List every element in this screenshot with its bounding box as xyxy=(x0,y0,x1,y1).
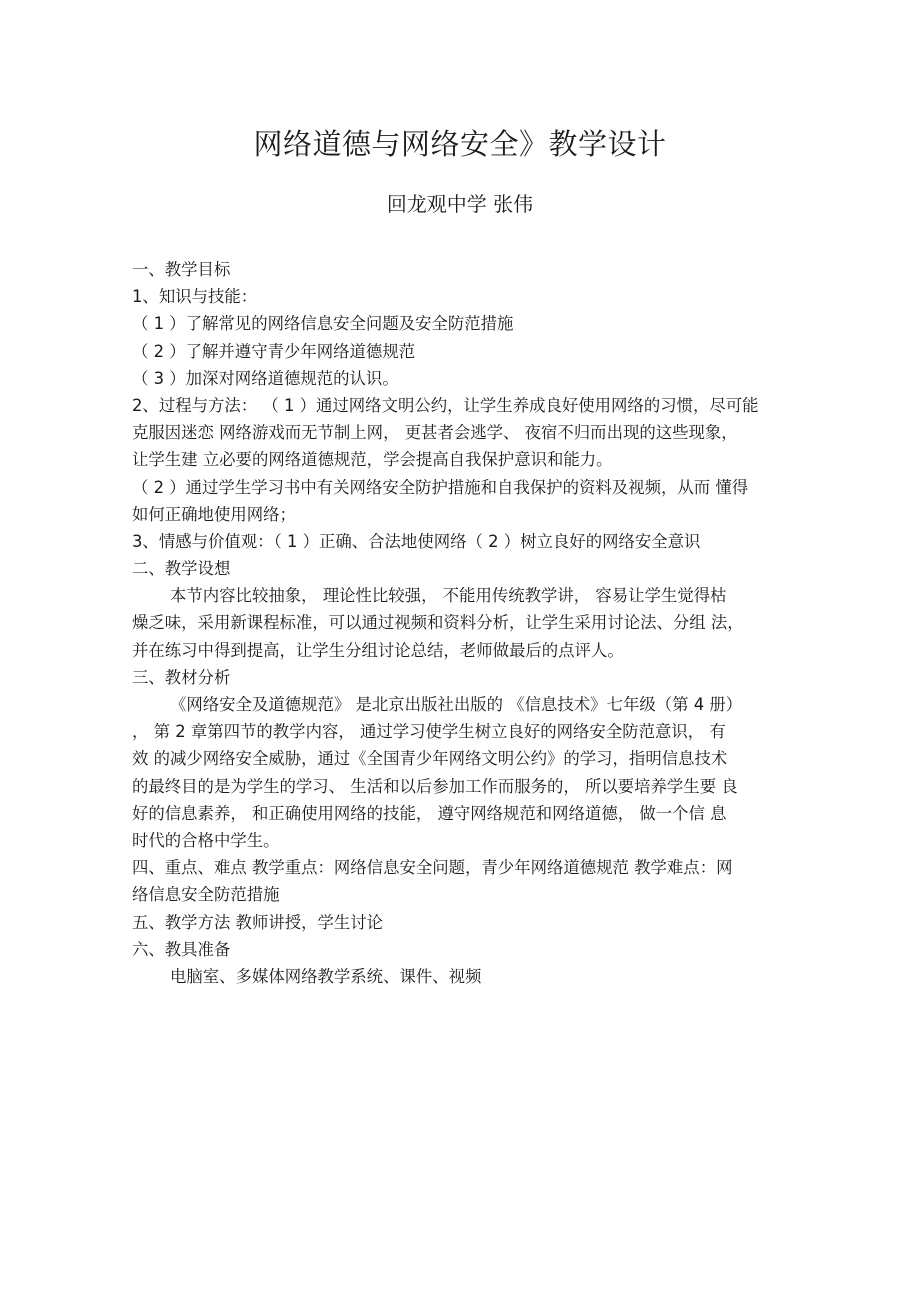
document-author: 回龙观中学 张伟 xyxy=(386,192,534,216)
paragraph-line: 并在练习中得到提高，让学生分组讨论总结，老师做最后的点评人。 xyxy=(132,640,624,660)
paragraph-line: 克服因迷恋 网络游戏而无节制上网， 更甚者会逃学、 夜宿不归而出现的这些现象， xyxy=(132,423,738,443)
paragraph-line: 时代的合格中学生。 xyxy=(132,830,280,850)
paragraph-line: 《网络安全及道德规范》 是北京出版社出版的 《信息技术》七年级（第 4 册） xyxy=(170,695,743,714)
document-body xyxy=(132,256,787,990)
list-item: （ 2 ）了解并遵守青少年网络道德规范 xyxy=(132,341,416,361)
paragraph-line: 络信息安全防范措施 xyxy=(132,885,280,905)
section-heading-equipment: 六、教具准备 xyxy=(132,939,231,959)
document-title: 网络道德与网络安全》教学设计 xyxy=(253,127,667,161)
subheading-knowledge-skills: 1、知识与技能： xyxy=(132,287,258,307)
paragraph-line: （ 2 ）通过学生学习书中有关网络安全防护措施和自我保护的资料及视频，从而 懂得 xyxy=(132,477,749,497)
paragraph-line: 的最终目的是为学生的学习、 生活和以后参加工作而服务的， 所以要培养学生要 良 xyxy=(132,776,738,796)
section-heading-methods: 五、教学方法 教师讲授，学生讨论 xyxy=(132,912,384,932)
section-heading-key-points: 四、重点、难点 教学重点：网络信息安全问题，青少年网络道德规范 教学难点：网 xyxy=(132,858,733,878)
paragraph-line: 如何正确地使用网络； xyxy=(132,504,296,524)
paragraph-line: 本节内容比较抽象， 理论性比较强， 不能用传统教学讲， 容易让学生觉得枯 xyxy=(170,586,727,606)
section-heading-design: 二、教学设想 xyxy=(132,559,231,579)
paragraph-line: ， 第 2 章第四节的教学内容， 通过学习使学生树立良好的网络安全防范意识， 有 xyxy=(132,722,726,742)
paragraph-line: 电脑室、多媒体网络教学系统、课件、视频 xyxy=(170,966,482,986)
paragraph-line: 好的信息素养， 和正确使用网络的技能， 遵守网络规范和网络道德， 做一个信 息 xyxy=(132,803,727,823)
paragraph-line: 3、情感与价值观：（ 1 ）正确、合法地使网络（ 2 ）树立良好的网络安全意识 xyxy=(132,531,701,551)
section-heading-objectives: 一、教学目标 xyxy=(132,260,231,279)
paragraph-line: 2、过程与方法： （ 1 ）通过网络文明公约，让学生养成良好使用网络的习惯，尽可能 xyxy=(132,395,759,415)
section-heading-analysis: 三、教材分析 xyxy=(132,667,231,687)
paragraph-line: 燥乏味，采用新课程标准，可以通过视频和资料分析，让学生采用讨论法、分组 法， xyxy=(132,613,744,633)
list-item: （ 1 ）了解常见的网络信息安全问题及安全防范措施 xyxy=(132,314,514,334)
paragraph-line: 效 的减少网络安全威胁，通过《全国青少年网络文明公约》的学习，指明信息技术 xyxy=(132,749,728,769)
paragraph-line: 让学生建 立必要的网络道德规范，学会提高自我保护意识和能力。 xyxy=(132,450,613,470)
list-item: （ 3 ）加深对网络道德规范的认识。 xyxy=(132,368,399,388)
